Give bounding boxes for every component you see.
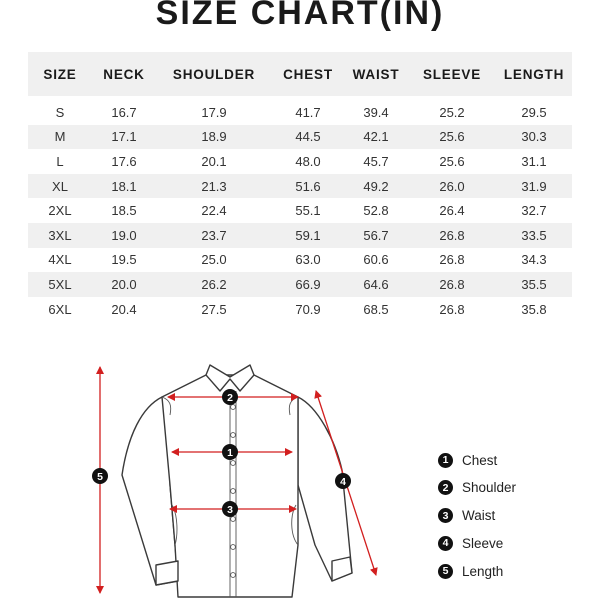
table-cell: 18.5 (111, 203, 137, 219)
table-cell: 20.0 (92, 272, 156, 297)
legend-number: 3 (438, 508, 453, 523)
table-cell: 42.1 (344, 125, 408, 150)
table-cell: 19.5 (111, 252, 137, 268)
table-cell: 44.5 (272, 125, 344, 150)
table-cell: 32.7 (521, 203, 547, 219)
marker-waist (222, 501, 238, 517)
measurement-legend (438, 450, 588, 589)
table-cell: 19.0 (92, 223, 156, 248)
table-cell: 45.7 (363, 153, 389, 169)
legend-number: 1 (438, 453, 453, 468)
table-cell: 51.6 (272, 174, 344, 199)
legend-number: 5 (438, 564, 453, 579)
svg-text:5: 5 (97, 471, 103, 483)
table-cell: 29.5 (521, 104, 547, 120)
table-cell: 26.8 (439, 301, 465, 317)
legend-label: Shoulder (462, 480, 517, 496)
table-row (28, 297, 572, 322)
table-header-row (28, 52, 572, 96)
table-row (28, 100, 572, 125)
table-cell: M (28, 125, 92, 150)
legend-item-shoulder (438, 478, 588, 498)
header-length: LENGTH (496, 52, 572, 96)
header-neck: NECK (92, 52, 156, 96)
table-cell: 25.2 (439, 104, 465, 120)
legend-label: Waist (462, 508, 496, 524)
table-cell: 59.1 (272, 223, 344, 248)
table-cell: 17.1 (92, 125, 156, 150)
table-cell: 23.7 (156, 223, 272, 248)
table-cell: 26.2 (156, 272, 272, 297)
table-row (28, 248, 572, 273)
table-cell: 18.9 (156, 125, 272, 150)
table-cell: 27.5 (201, 301, 227, 317)
svg-text:4: 4 (340, 476, 346, 488)
table-cell: 39.4 (363, 104, 389, 120)
legend-item-sleeve (438, 533, 588, 553)
table-cell: 20.1 (201, 153, 227, 169)
table-cell: 31.1 (521, 153, 547, 169)
header-shoulder: SHOULDER (156, 52, 272, 96)
table-cell: XL (28, 174, 92, 199)
table-cell: 26.0 (408, 174, 496, 199)
svg-text:3: 3 (227, 504, 233, 516)
table-row (28, 223, 572, 248)
table-cell: 49.2 (344, 174, 408, 199)
page-title: SIZE CHART(IN) (155, 0, 445, 32)
svg-text:1: 1 (227, 447, 233, 459)
marker-length (92, 468, 108, 484)
table-cell: 31.9 (496, 174, 572, 199)
table-cell: 52.8 (363, 203, 389, 219)
header-waist: WAIST (344, 52, 408, 96)
table-cell: 18.1 (92, 174, 156, 199)
table-cell: 66.9 (272, 272, 344, 297)
header-chest: CHEST (272, 52, 344, 96)
table-cell: 34.3 (521, 252, 547, 268)
table-cell: 56.7 (344, 223, 408, 248)
table-cell: 25.0 (201, 252, 227, 268)
table-cell: 30.3 (496, 125, 572, 150)
legend-label: Length (462, 563, 504, 579)
table-row (28, 125, 572, 150)
table-cell: 26.4 (439, 203, 465, 219)
legend-label: Sleeve (462, 535, 504, 551)
table-cell: 26.8 (408, 272, 496, 297)
legend-item-length (438, 561, 588, 581)
table-cell: 26.8 (408, 223, 496, 248)
table-cell: 21.3 (156, 174, 272, 199)
svg-text:2: 2 (227, 392, 233, 404)
table-cell: 35.5 (496, 272, 572, 297)
header-size: SIZE (28, 52, 92, 96)
table-cell: 25.6 (439, 153, 465, 169)
table-row (28, 149, 572, 174)
table-cell: 64.6 (344, 272, 408, 297)
table-cell: 60.6 (363, 252, 389, 268)
legend-item-chest (438, 450, 588, 470)
table-cell: 48.0 (295, 153, 321, 169)
header-sleeve: SLEEVE (408, 52, 496, 96)
table-row (28, 272, 572, 297)
table-cell: 20.4 (111, 301, 137, 317)
table-cell: 16.7 (111, 104, 137, 120)
table-cell: 68.5 (363, 301, 389, 317)
table-cell: S (55, 104, 65, 120)
table-cell: 33.5 (496, 223, 572, 248)
table-cell: 70.9 (295, 301, 321, 317)
table-cell: 63.0 (295, 252, 321, 268)
legend-number: 4 (438, 536, 453, 551)
table-cell: 4XL (48, 252, 72, 268)
table-row (28, 174, 572, 199)
table-cell: 55.1 (295, 203, 321, 219)
table-cell: 26.8 (439, 252, 465, 268)
marker-shoulder (222, 389, 238, 405)
table-cell: 6XL (48, 301, 72, 317)
table-cell: 2XL (48, 203, 72, 219)
marker-chest (222, 444, 238, 460)
legend-number: 2 (438, 480, 453, 495)
table-row (28, 198, 572, 223)
size-chart-table (28, 52, 572, 321)
table-cell: 35.8 (521, 301, 547, 317)
shirt-diagram (60, 345, 420, 600)
table-cell: 25.6 (408, 125, 496, 150)
table-body (28, 96, 572, 321)
legend-label: Chest (462, 452, 498, 468)
marker-sleeve (335, 473, 351, 489)
table-cell: 41.7 (295, 104, 321, 120)
table-cell: 17.6 (111, 153, 137, 169)
table-cell: 3XL (28, 223, 92, 248)
table-cell: L (56, 153, 64, 169)
table-cell: 5XL (28, 272, 92, 297)
legend-item-waist (438, 506, 588, 526)
table-cell: 22.4 (201, 203, 227, 219)
table-cell: 17.9 (201, 104, 227, 120)
